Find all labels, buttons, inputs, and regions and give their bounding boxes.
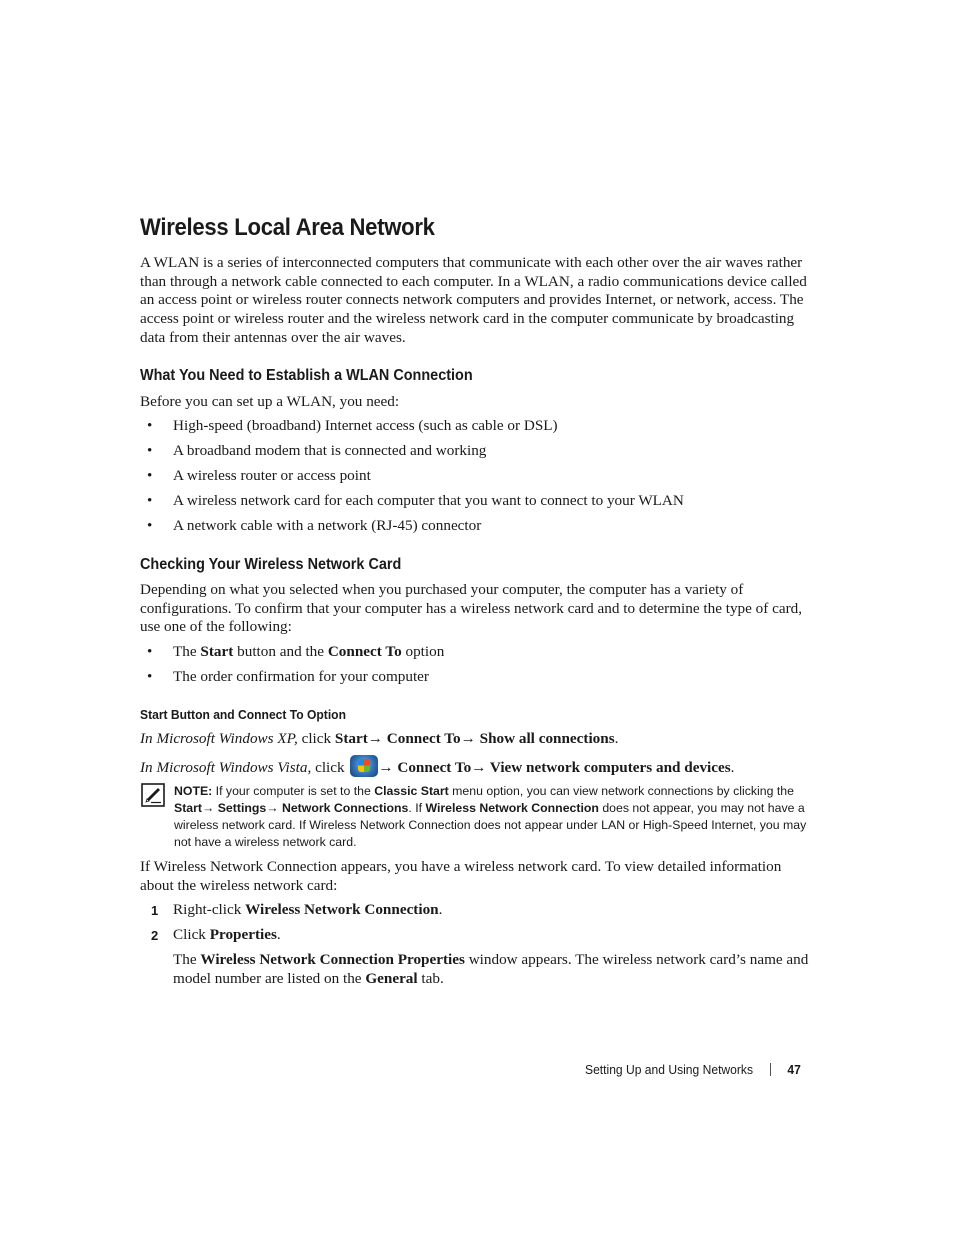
list-item: • A wireless network card for each computer that you want to connect to your WLAN xyxy=(147,492,684,509)
xp-instruction: In Microsoft Windows XP, click Start→ Connect To→ Show all connections. xyxy=(140,730,619,747)
page-footer xyxy=(585,1062,801,1077)
list-item: • A wireless router or access point xyxy=(147,467,371,484)
vista-instruction: In Microsoft Windows Vista, click → Connect To→ View network computers and devices. xyxy=(140,755,734,778)
list-item: • High-speed (broadband) Internet access (such as cable or DSL) xyxy=(147,417,558,434)
step-text: Click Properties. xyxy=(173,926,281,943)
step-text: Right-click Wireless Network Connection. xyxy=(173,901,443,918)
after-note-paragraph: If Wireless Network Connection appears, you have a wireless network card. To view detailed information about the wireless network card: xyxy=(140,858,782,894)
result-paragraph: The Wireless Network Connection Properties window appears. The wireless network card’s name and model number are listed on the General tab. xyxy=(173,951,809,987)
list-item: • The Start button and the Connect To option xyxy=(147,643,445,660)
note-pencil-icon xyxy=(141,783,165,807)
step-number: 1 xyxy=(151,903,159,918)
note-box: NOTE: If your computer is set to the Classic Start menu option, you can view network connections by clicking the Start→ Settings→ Network Connections. If Wireless Network Connection does not appear, you may not have a wireless network card. If Wireless Network Connection does not appear under LAN or High-Speed Internet, you may not have a wireless network card. xyxy=(174,784,807,849)
footer-divider xyxy=(770,1063,771,1076)
page-number: 47 xyxy=(787,1062,801,1077)
footer-section-title: Setting Up and Using Networks xyxy=(585,1062,754,1077)
section-title-checking-card: Checking Your Wireless Network Card xyxy=(140,556,402,573)
section-lead: Before you can set up a WLAN, you need: xyxy=(140,393,400,410)
list-item: • The order confirmation for your computer xyxy=(147,668,429,685)
page-heading: Wireless Local Area Network xyxy=(140,214,435,241)
section-title-wlan-requirements: What You Need to Establish a WLAN Connection xyxy=(140,367,473,384)
windows-vista-start-icon xyxy=(350,755,378,777)
section-title-start-button: Start Button and Connect To Option xyxy=(140,707,346,722)
list-item: • A broadband modem that is connected and working xyxy=(147,442,487,459)
step-number: 2 xyxy=(151,928,159,943)
intro-paragraph: A WLAN is a series of interconnected computers that communicate with each other over the air waves rather than through a network cable connected to each computer. In a WLAN, a radio communications device called an access point or wireless router connects network computers and provides Internet, or network, access. The access point or wireless router and the wireless network card in the computer communicate by broadcasting data from their antennas over the air waves. xyxy=(140,254,807,346)
section-lead: Depending on what you selected when you purchased your computer, the computer has a variety of configurations. To confirm that your computer has a wireless network card and to determine the type of card, use one of the following: xyxy=(140,581,803,636)
list-item: • A network cable with a network (RJ-45) connector xyxy=(147,517,482,534)
